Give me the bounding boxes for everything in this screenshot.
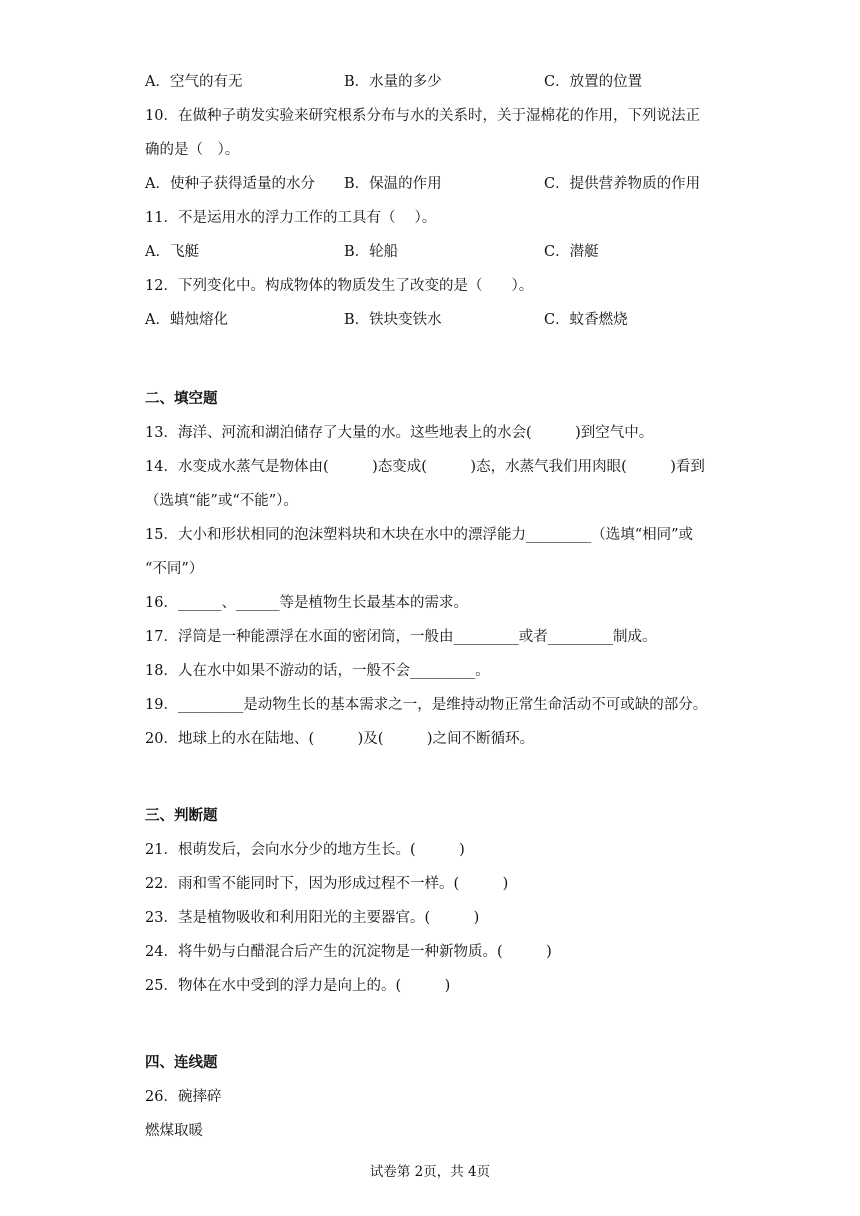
question-17: 17．浮筒是一种能漂浮在水面的密闭筒，一般由_________或者_________制成。 xyxy=(145,629,657,645)
q11-option-c: C．潜艇 xyxy=(544,244,599,260)
question-15-line2: “不同”） xyxy=(145,561,204,577)
page-footer: 试卷第 2页，共 4页 xyxy=(369,1164,491,1180)
question-18: 18．人在水中如果不游动的话，一般不会_________。 xyxy=(145,663,490,679)
question-22: 22．雨和雪不能同时下，因为形成过程不一样。( ) xyxy=(145,876,509,892)
q11-option-b: B．轮船 xyxy=(344,244,399,260)
q10-option-b: B．保温的作用 xyxy=(344,176,442,192)
q9-option-c: C．放置的位置 xyxy=(544,74,643,90)
section-true-false-heading: 三、判断题 xyxy=(145,807,218,824)
question-16: 16．______、______等是植物生长最基本的需求。 xyxy=(145,595,468,611)
q9-option-b: B．水量的多少 xyxy=(344,74,442,90)
question-25: 25．物体在水中受到的浮力是向上的。( ) xyxy=(145,978,451,994)
q12-option-b: B．铁块变铁水 xyxy=(344,312,442,328)
question-19: 19．_________是动物生长的基本需求之一，是维持动物正常生命活动不可或缺的部分。 xyxy=(145,697,708,713)
q12-option-c: C．蚊香燃烧 xyxy=(544,312,628,328)
question-14-line2: （选填“能”或“不能”）。 xyxy=(145,493,298,509)
q9-option-a: A．空气的有无 xyxy=(145,74,243,90)
section-fill-blank-heading: 二、填空题 xyxy=(145,390,218,407)
q10-option-c: C．提供营养物质的作用 xyxy=(544,176,701,192)
question-23: 23．茎是植物吸收和利用阳光的主要器官。( ) xyxy=(145,910,480,926)
q11-option-a: A．飞艇 xyxy=(145,244,199,260)
question-10-line1: 10．在做种子萌发实验来研究根系分布与水的关系时，关于湿棉花的作用，下列说法正 xyxy=(145,108,700,124)
question-10-line2: 确的是（ ）。 xyxy=(145,142,240,158)
question-14-line1: 14．水变成水蒸气是物体由( )态变成( )态，水蒸气我们用肉眼( )看到 xyxy=(145,459,705,475)
question-11: 11．不是运用水的浮力工作的工具有（ ）。 xyxy=(145,210,437,226)
question-12: 12．下列变化中。构成物体的物质发生了改变的是（ ）。 xyxy=(145,278,534,294)
q10-option-a: A．使种子获得适量的水分 xyxy=(145,176,315,192)
question-15-line1: 15．大小和形状相同的泡沫塑料块和木块在水中的漂浮能力_________（选填“相同”或 xyxy=(145,527,694,543)
section-matching-heading: 四、连线题 xyxy=(145,1054,218,1071)
q12-option-a: A．蜡烛熔化 xyxy=(145,312,228,328)
question-13: 13．海洋、河流和湖泊储存了大量的水。这些地表上的水会( )到空气中。 xyxy=(145,425,654,441)
question-26: 26．碗摔碎 xyxy=(145,1089,222,1105)
question-26-item: 燃煤取暖 xyxy=(145,1123,203,1139)
question-20: 20．地球上的水在陆地、( )及( )之间不断循环。 xyxy=(145,731,535,747)
question-24: 24．将牛奶与白醋混合后产生的沉淀物是一种新物质。( ) xyxy=(145,944,552,960)
question-21: 21．根萌发后，会向水分少的地方生长。( ) xyxy=(145,842,465,858)
